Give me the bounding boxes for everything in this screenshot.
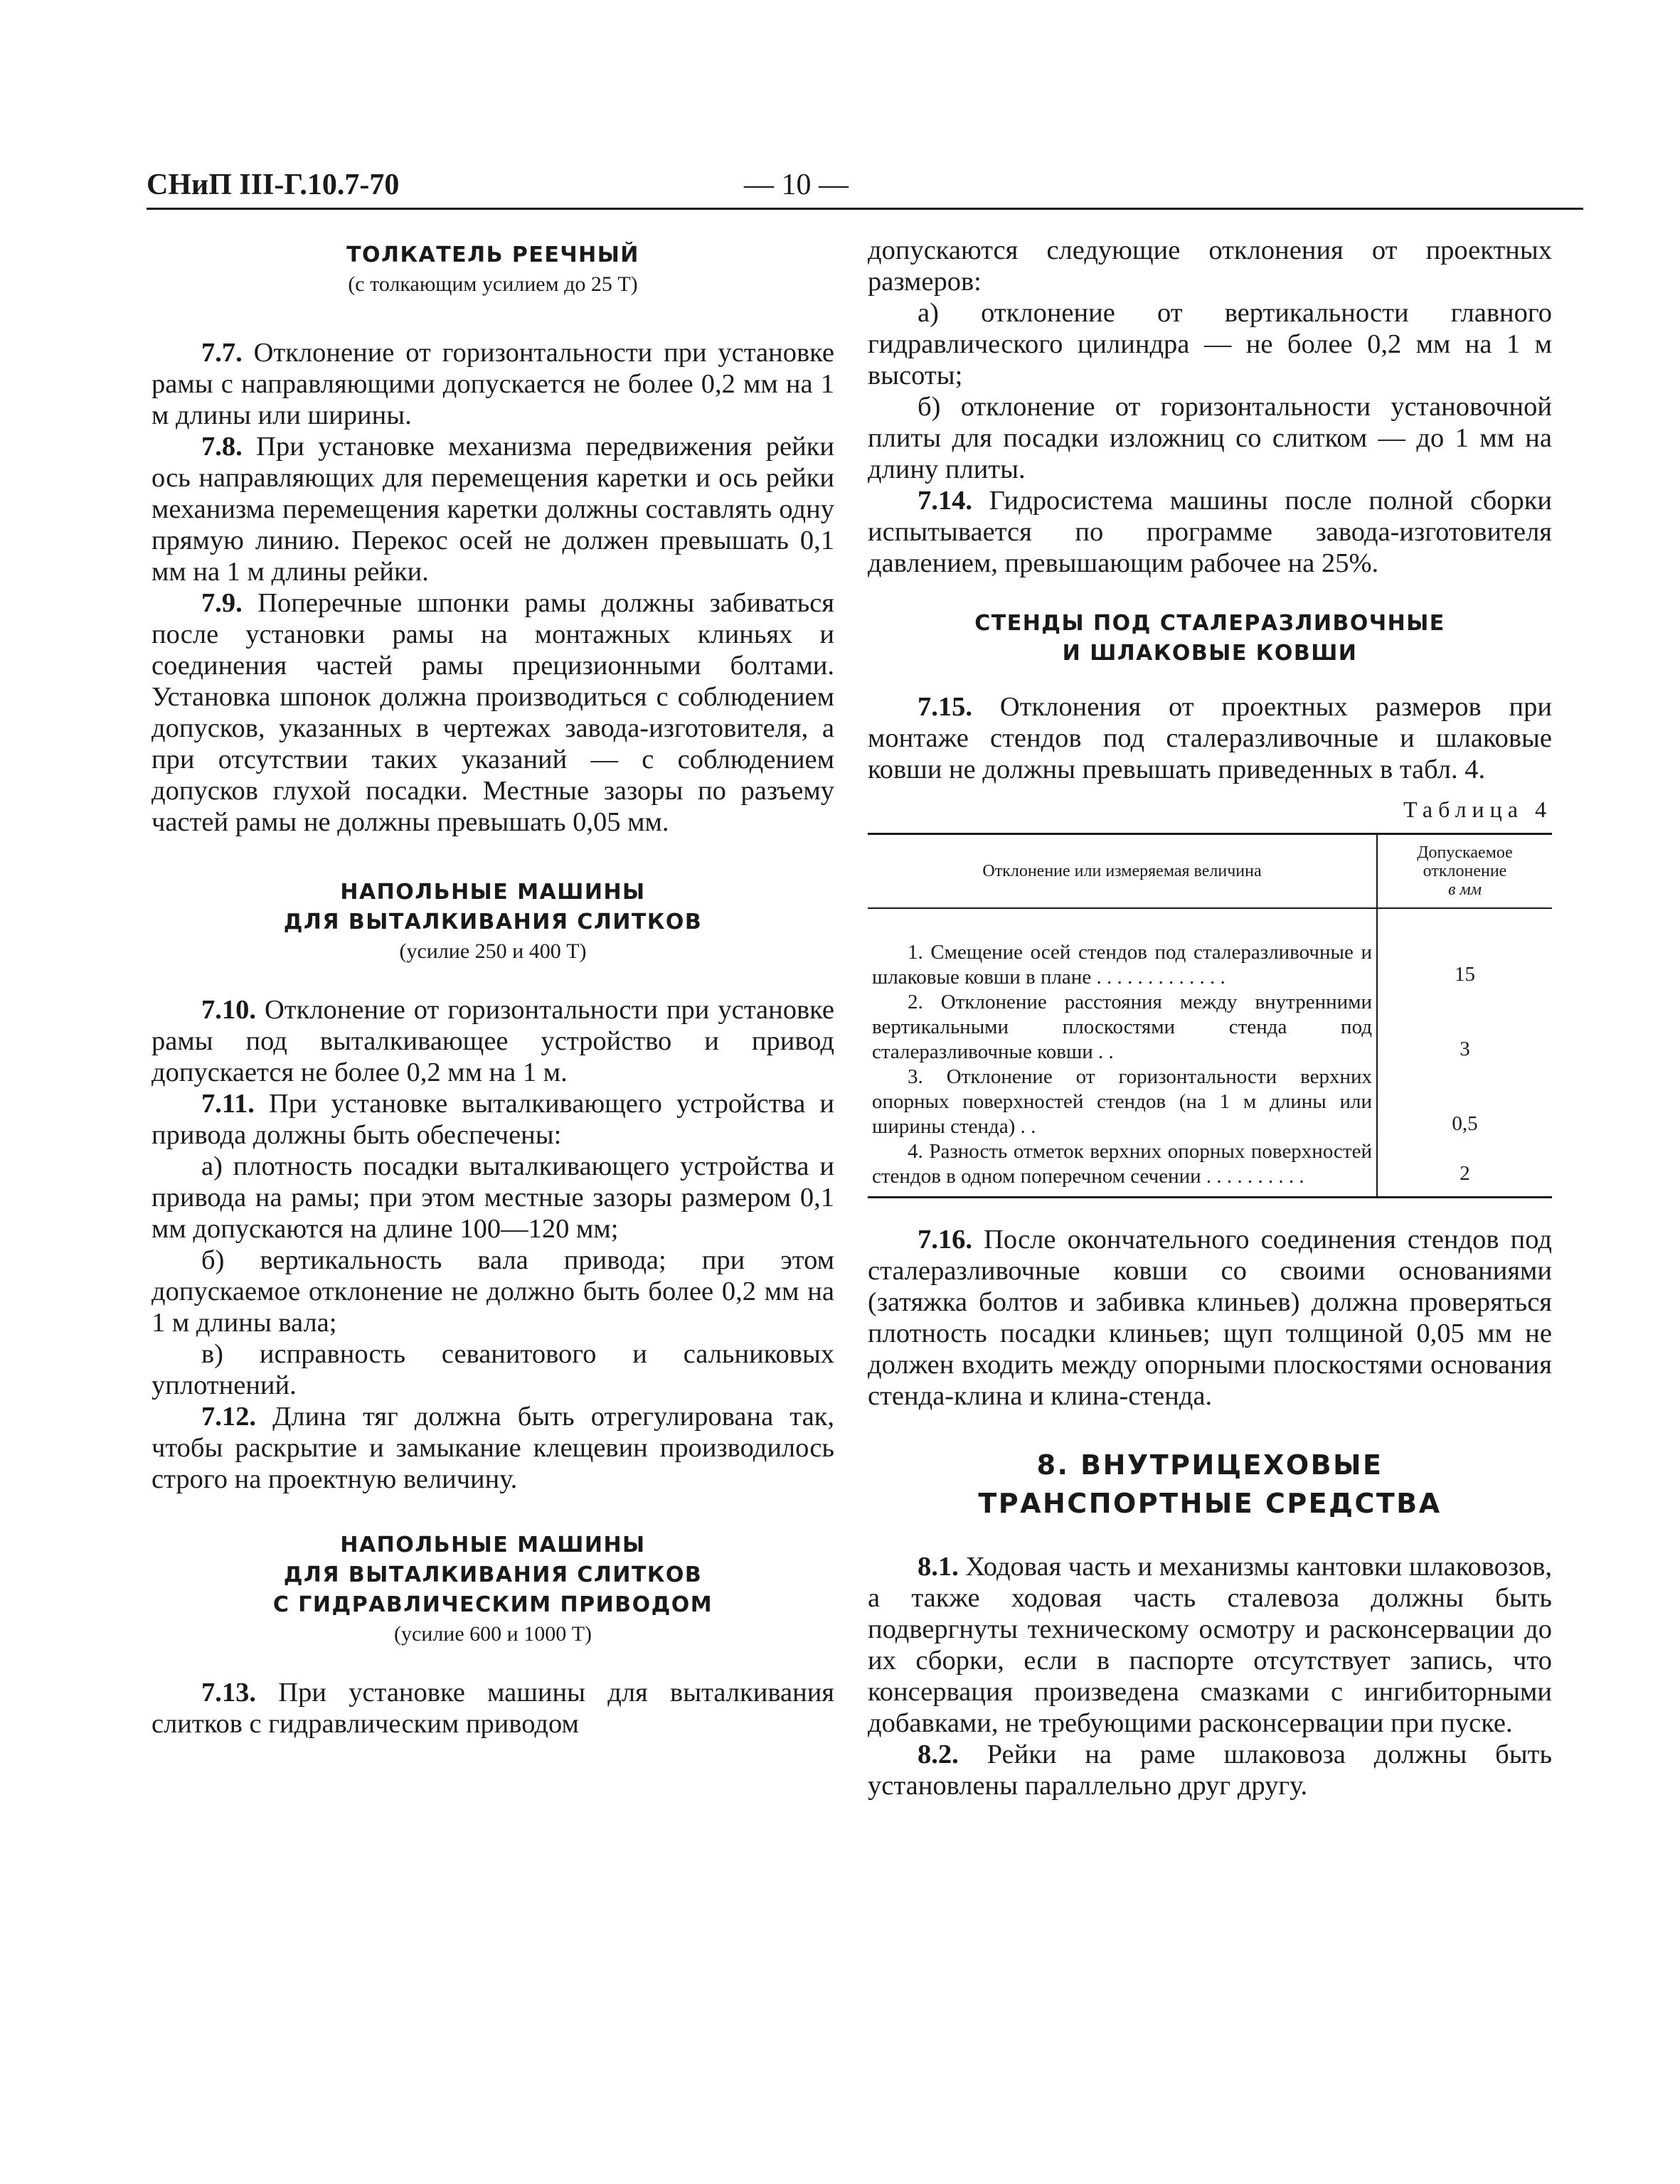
table-header-row bbox=[868, 834, 1552, 909]
section-title-stands-1: СТЕНДЫ ПОД СТАЛЕРАЗЛИВОЧНЫЕ bbox=[974, 611, 1445, 636]
chapter-title-2: ТРАНСПОРТНЫЕ СРЕДСТВА bbox=[978, 1488, 1442, 1519]
table-cell-deviation: 1. Смещение осей стендов под сталеразливочные и шлаковые ковши в плане . . . . . . . . . . . . . bbox=[868, 908, 1377, 990]
paragraph-7-8 bbox=[151, 431, 834, 587]
table-caption: Таблица 4 bbox=[1403, 797, 1552, 822]
clause-text: Гидросистема машины после полной сборки испытывается по программе завода-изготовителя давлением, превышающим рабочее на 25%. bbox=[868, 486, 1552, 578]
section-title-hydraulic-1: НАПОЛЬНЫЕ МАШИНЫ bbox=[340, 1533, 646, 1557]
section-subtitle-pusher: (с толкающим усилием до 25 Т) bbox=[348, 272, 638, 296]
section-title-hydraulic-3: С ГИДРАВЛИЧЕСКИМ ПРИВОДОМ bbox=[272, 1592, 713, 1617]
clause-text: Рейки на раме шлаковоза должны быть установлены параллельно друг другу. bbox=[868, 1740, 1553, 1801]
right-column bbox=[868, 228, 1552, 1801]
table-header-deviation: Отклонение или измеряемая величина bbox=[868, 834, 1377, 909]
paragraph-7-11-b: б) вертикальность вала привода; при этом допускаемое отклонение не должно быть более 0,2 мм на 1 м длины вала; bbox=[151, 1245, 834, 1338]
paragraph-8-2 bbox=[868, 1739, 1552, 1801]
table-cell-value: 3 bbox=[1460, 1038, 1470, 1060]
table-cell-value: 2 bbox=[1460, 1162, 1470, 1185]
section-title-pusher: ТОЛКАТЕЛЬ РЕЕЧНЫЙ bbox=[346, 243, 639, 267]
paragraph-7-13-b: б) отклонение от горизонтальности установочной плиты для посадки изложниц со слитком — до 1 мм на длину плиты. bbox=[868, 392, 1552, 484]
clause-number: 7.9. bbox=[201, 588, 243, 618]
clause-text: Поперечные шпонки рамы должны забиваться после установки рамы на монтажных клиньях и соединения частей рамы прецизионными болтами. Установка шпонок должна производиться с соблюдением допусков, указанных в чертежах завода-изготовителя, а при отсутствии таких указаний — с соблюдением допусков глухой посадки. Местные зазоры по разъему частей рамы не должны превышать 0,05 мм. bbox=[151, 588, 834, 837]
clause-number: 7.8. bbox=[201, 432, 243, 462]
table-cell-deviation: 3. Отклонение от горизонтальности верхних опорных поверхностей стендов (на 1 м длины или ширины стенда) . . bbox=[868, 1065, 1377, 1139]
paragraph-7-12 bbox=[151, 1401, 834, 1495]
paragraph-8-1 bbox=[868, 1551, 1552, 1739]
clause-text: При установке машины для выталкивания слитков с гидравлическим приводом bbox=[151, 1678, 835, 1739]
section-title-hydraulic-2: ДЛЯ ВЫТАЛКИВАНИЯ СЛИТКОВ bbox=[283, 1562, 703, 1587]
clause-number: 7.14. bbox=[918, 486, 972, 516]
clause-number: 7.16. bbox=[918, 1225, 972, 1255]
clause-text: Ходовая часть и механизмы кантовки шлаковозов, а также ходовая часть сталевоза должны быть подвергнуты техническому осмотру и расконсервации до их сборки, если в паспорте отсутствует запись, что консервация произведена смазками с ингибиторными добавками, не требующими расконсервации при пуске. bbox=[868, 1552, 1552, 1738]
table-header-tolerance bbox=[1377, 834, 1552, 909]
clause-text: Отклонения от проектных размеров при монтаже стендов под сталеразливочные и шлаковые ковши не должны превышать приведенных в табл. 4. bbox=[868, 692, 1553, 784]
table-header-tolerance-label: Допускаемое отклонение bbox=[1417, 843, 1513, 880]
table-cell-deviation: 4. Разность отметок верхних опорных поверхностей стендов в одном поперечном сечении . . . . . . . . . . bbox=[868, 1139, 1377, 1198]
clause-number: 8.2. bbox=[918, 1740, 959, 1769]
clause-text: При установке механизма передвижения рейки ось направляющих для перемещения каретки и ось рейки механизма перемещения каретки должны составлять одну прямую линию. Перекос осей не должен превышать 0,1 мм на 1 м длины рейки. bbox=[151, 432, 834, 587]
paragraph-7-11 bbox=[151, 1088, 834, 1151]
table-row bbox=[868, 908, 1552, 990]
chapter-title-1: 8. ВНУТРИЦЕХОВЫЕ bbox=[1036, 1449, 1383, 1481]
section-title-floor-machines-2: ДЛЯ ВЫТАЛКИВАНИЯ СЛИТКОВ bbox=[283, 910, 703, 934]
paragraph-7-13 bbox=[151, 1677, 834, 1740]
table-header-unit: в мм bbox=[1447, 880, 1482, 899]
paragraph-7-15 bbox=[868, 691, 1552, 785]
left-column bbox=[151, 228, 834, 1740]
paragraph-7-10 bbox=[151, 994, 834, 1088]
clause-number: 7.13. bbox=[201, 1678, 256, 1708]
clause-number: 7.12. bbox=[201, 1402, 256, 1432]
header-rule bbox=[147, 208, 1583, 210]
tolerance-table bbox=[868, 833, 1552, 1198]
clause-text: При установке выталкивающего устройства и привода должны быть обеспечены: bbox=[151, 1089, 834, 1150]
clause-text: Длина тяг должна быть отрегулирована так, чтобы раскрытие и замыкание клещевин производилось строго на проектную величину. bbox=[151, 1402, 835, 1494]
clause-text: Отклонение от горизонтальности при установке рамы с направляющими допускается не более 0,2 мм на 1 м длины или ширины. bbox=[151, 338, 834, 430]
paragraph-7-13-continued: допускаются следующие отклонения от проектных размеров: bbox=[868, 235, 1552, 297]
clause-text: Отклонение от горизонтальности при установке рамы под выталкивающее устройство и привод допускается не более 0,2 мм на 1 м. bbox=[151, 995, 834, 1087]
section-subtitle-hydraulic: (усилие 600 и 1000 Т) bbox=[393, 1622, 592, 1646]
document-code: СНиП III-Г.10.7-70 bbox=[147, 169, 400, 201]
paragraph-7-7 bbox=[151, 337, 834, 431]
table-row bbox=[868, 990, 1552, 1065]
table-row bbox=[868, 1065, 1552, 1139]
section-title-floor-machines-1: НАПОЛЬНЫЕ МАШИНЫ bbox=[340, 880, 646, 905]
page-header bbox=[147, 168, 1583, 211]
clause-number: 7.11. bbox=[201, 1089, 255, 1119]
paragraph-7-9 bbox=[151, 587, 834, 838]
table-cell-deviation: 2. Отклонение расстояния между внутренними вертикальными плоскостями стенда под сталеразливочные ковши . . bbox=[868, 990, 1377, 1065]
paragraph-7-11-a: а) плотность посадки выталкивающего устройства и привода на рамы; при этом местные зазоры размером 0,1 мм допускаются на длине 100—120 мм; bbox=[151, 1151, 834, 1244]
paragraph-7-13-a: а) отклонение от вертикальности главного гидравлического цилиндра — не более 0,2 мм на 1 м высоты; bbox=[868, 298, 1552, 390]
section-subtitle-floor-machines: (усилие 250 и 400 Т) bbox=[399, 939, 587, 963]
clause-number: 7.15. bbox=[918, 692, 972, 722]
paragraph-7-11-c: в) исправность севанитового и сальниковых уплотнений. bbox=[151, 1339, 834, 1400]
section-title-stands-2: И ШЛАКОВЫЕ КОВШИ bbox=[1062, 641, 1358, 666]
clause-text: После окончательного соединения стендов под сталеразливочные ковши со своими основаниями (затяжка болтов и забивка клиньев) должна проверяться плотность посадки клиньев; щуп толщиной 0,05 мм не должен входить между опорными плоскостями основания стенда-клина и клина-стенда. bbox=[868, 1225, 1552, 1411]
table-cell-value: 0,5 bbox=[1452, 1112, 1478, 1135]
paragraph-7-14 bbox=[868, 485, 1552, 579]
clause-number: 7.7. bbox=[201, 338, 243, 368]
table-cell-value: 15 bbox=[1455, 963, 1475, 986]
table-row bbox=[868, 1139, 1552, 1198]
clause-number: 8.1. bbox=[918, 1552, 959, 1582]
paragraph-7-16 bbox=[868, 1224, 1552, 1412]
clause-number: 7.10. bbox=[201, 995, 256, 1025]
page-number: — 10 — bbox=[744, 169, 849, 201]
